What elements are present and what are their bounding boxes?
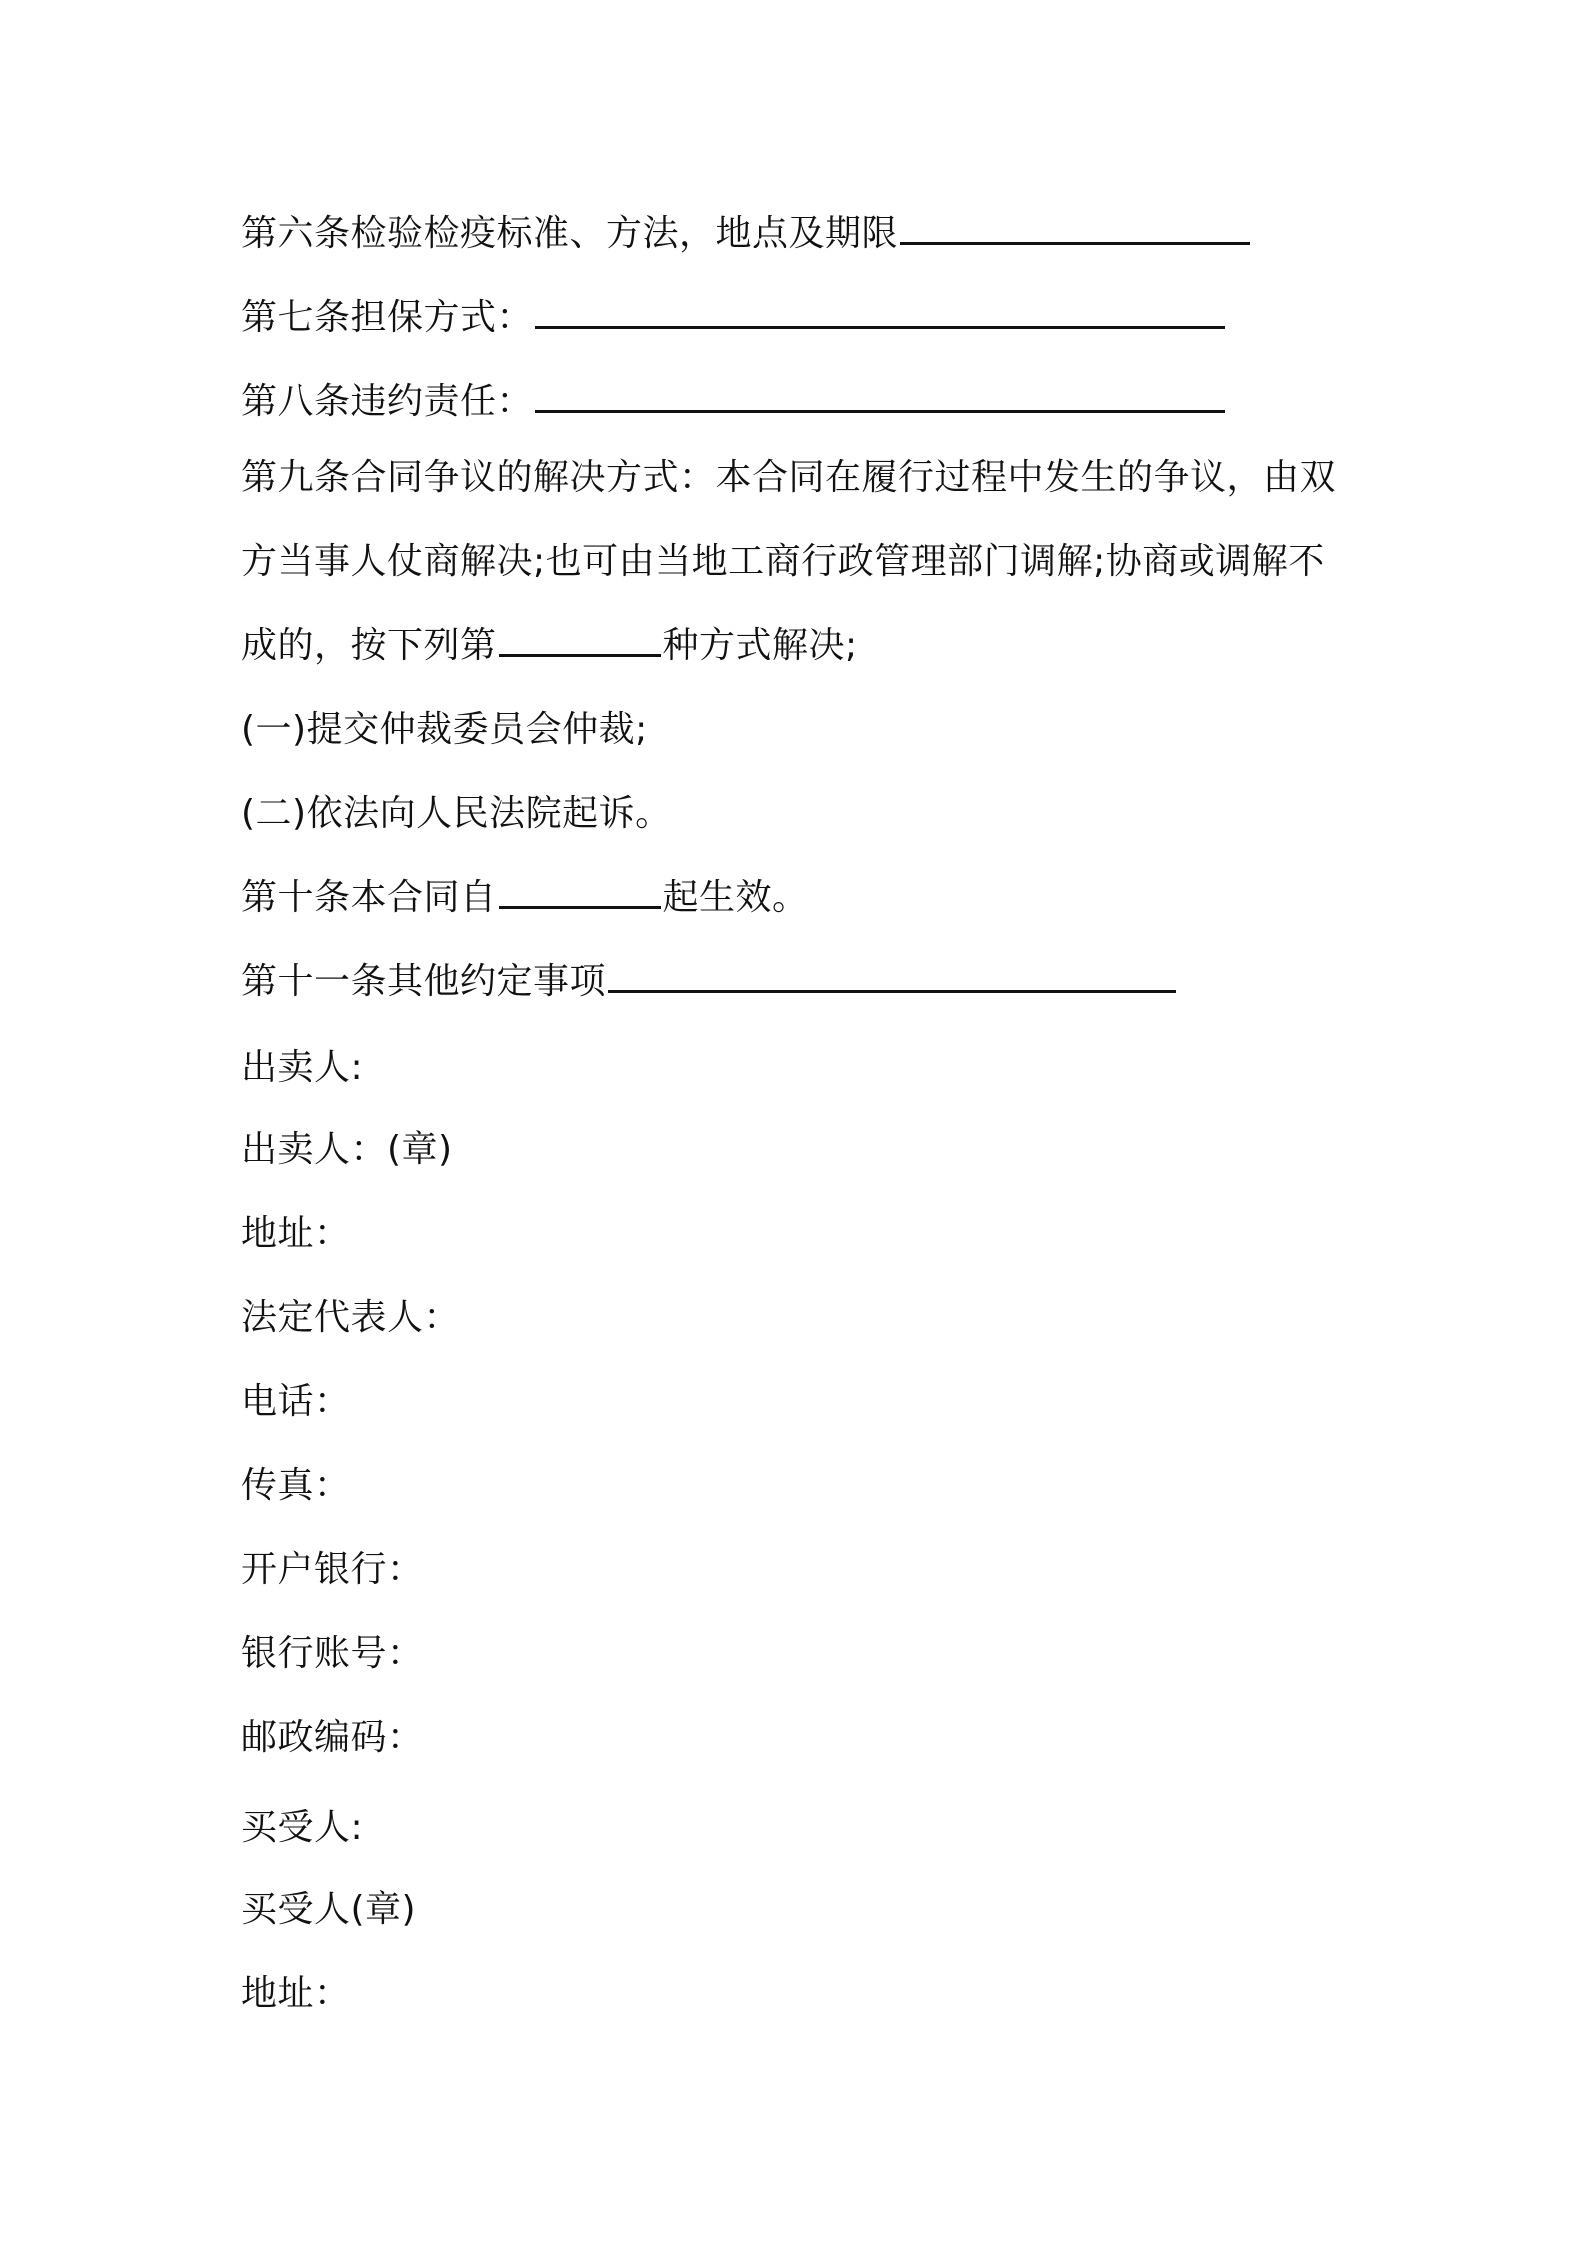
buyer-address-label: 地址： [241,1973,351,2014]
buyer-seal-text: 买受人(章) [241,1889,417,1930]
option-1 [241,708,1361,752]
seller-seal [241,1128,1361,1172]
buyer-address [241,1972,1361,2016]
seller-legal-rep-label: 法定代表人： [241,1297,461,1338]
clause-9-text-2: 方当事人仗商解决;也可由当地工商行政管理部门调解;协商或调解不 [241,541,1325,582]
seller-legal-rep [241,1296,1361,1340]
clause-9-text-1: 第九条合同争议的解决方式：本合同在履行过程中发生的争议，由双 [241,457,1337,498]
seller-account-label: 银行账号： [241,1633,424,1674]
buyer-heading-text: 买受人: [241,1807,364,1848]
clause-8-text: 第八条违约责任： [241,381,534,422]
clause-10 [241,876,1361,920]
clause-9-line-1 [241,456,1361,500]
clause-11-blank[interactable] [608,962,1176,993]
buyer-seal [241,1888,1361,1932]
clause-6-text: 第六条检验检疫标准、方法，地点及期限 [241,213,899,254]
option-2 [241,792,1361,836]
seller-bank-label: 开户银行： [241,1549,424,1590]
seller-address-label: 地址： [241,1213,351,1254]
seller-postcode-label: 邮政编码： [241,1717,424,1758]
buyer-heading [241,1806,1361,1850]
clause-7-blank[interactable] [535,298,1225,329]
clause-8 [241,380,1361,424]
clause-9-line-2 [241,540,1361,584]
seller-bank [241,1548,1361,1592]
clause-9-text-3b: 种方式解决; [662,625,858,666]
seller-fax [241,1464,1361,1508]
option-2-text: (二)依法向人民法院起诉。 [241,793,672,834]
seller-heading [241,1046,1361,1090]
seller-fax-label: 传真： [241,1465,351,1506]
seller-address [241,1212,1361,1256]
clause-9-text-3a: 成的，按下列第 [241,625,497,666]
clause-10-text-b: 起生效。 [662,877,809,918]
seller-heading-text: 出卖人: [241,1047,364,1088]
clause-6 [241,212,1361,256]
seller-phone [241,1380,1361,1424]
seller-account [241,1632,1361,1676]
clause-8-blank[interactable] [535,382,1225,413]
clause-6-blank[interactable] [900,214,1250,245]
clause-10-blank[interactable] [499,878,661,909]
clause-11-text: 第十一条其他约定事项 [241,961,607,1002]
seller-phone-label: 电话： [241,1381,351,1422]
clause-9-line-3 [241,624,1361,668]
clause-9-blank[interactable] [499,626,661,657]
clause-7-text: 第七条担保方式： [241,297,534,338]
option-1-text: (一)提交仲裁委员会仲裁; [241,709,648,750]
clause-10-text-a: 第十条本合同自 [241,877,497,918]
clause-11 [241,960,1361,1004]
seller-seal-text: 出卖人：(章) [241,1129,453,1170]
clause-7 [241,296,1361,340]
seller-postcode [241,1716,1361,1760]
